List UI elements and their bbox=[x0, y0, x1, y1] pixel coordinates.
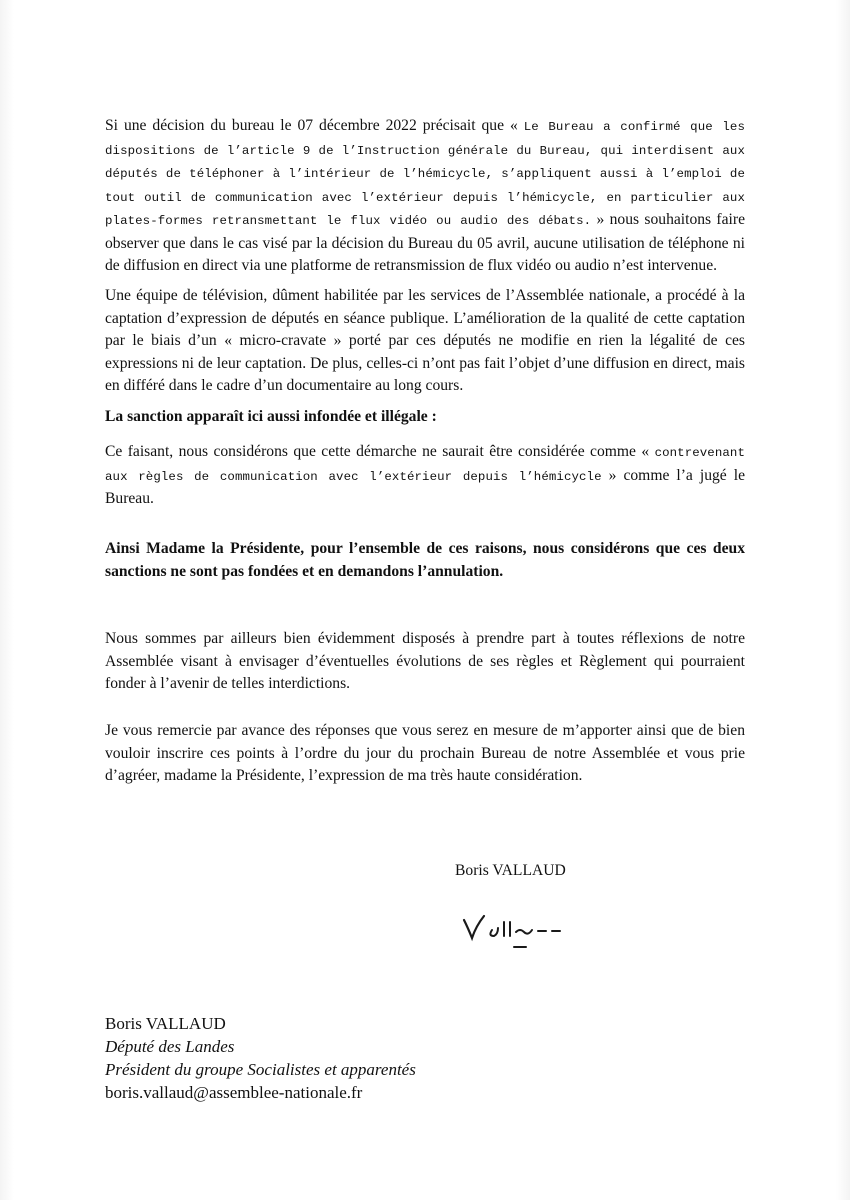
sender-role-president: Président du groupe Socialistes et apparentés bbox=[105, 1060, 416, 1079]
paragraph-tv-team: Une équipe de télévision, dûment habilitée par les services de l’Assemblée nationale, a procédé à la captation d’expression de députés en séance publique. L’amélioration de la qualité de cette captation par le biais d’un « micro-cravate » porté par ces députés ne modifie en rien la légalité de ces expressions ni de leur captation. De plus, celles-ci n’ont pas fait l’objet d’une diffusion en direct, mais en différé dans le cadre d’un documentaire au long cours. bbox=[105, 287, 745, 394]
sender-email[interactable]: boris.vallaud@assemblee-nationale.fr bbox=[105, 1083, 363, 1102]
p1-before: Si une décision du bureau le 07 décembre 2022 précisait que « bbox=[105, 117, 524, 134]
p4-before: Ce faisant, nous considérons que cette démarche ne saurait être considérée comme « bbox=[105, 443, 655, 460]
sender-name: Boris VALLAUD bbox=[105, 1014, 226, 1033]
sender-block bbox=[105, 1012, 416, 1104]
p1-quote: Le Bureau a confirmé que les dispositions de l’article 9 de l’Instruction générale du Bureau, qui interdisent aux députés de téléphoner à l’intérieur de l’hémicycle, s’appliquent aussi à l’emploi de tout outil de communication avec l’extérieur depuis l’hémicycle, en particulier aux plates-formes retransmettant le flux vidéo ou audio des débats. bbox=[105, 120, 745, 228]
sender-role-deputy: Député des Landes bbox=[105, 1037, 235, 1056]
paragraph-reflections: Nous sommes par ailleurs bien évidemment disposés à prendre part à toutes réflexions de notre Assemblée visant à envisager d’éventuelles évolutions de ses règles et Règlement qui pourraient fonder à l’avenir de telles interdictions. bbox=[105, 630, 745, 692]
paragraph-consideration bbox=[105, 441, 745, 511]
signature-name: Boris VALLAUD bbox=[455, 862, 566, 879]
paragraph-closing: Je vous remercie par avance des réponses que vous serez en mesure de m’apporter ainsi que de bien vouloir inscrire ces points à l’ordre du jour du prochain Bureau de notre Assemblée et vous prie d’agréer, madame la Présidente, l’expression de ma très haute considération. bbox=[105, 722, 745, 784]
paragraph-sanction-heading: La sanction apparaît ici aussi infondée et illégale : bbox=[105, 408, 437, 425]
handwritten-signature bbox=[458, 900, 578, 960]
paragraph-conclusion: Ainsi Madame la Présidente, pour l’ensemble de ces raisons, nous considérons que ces deux sanctions ne sont pas fondées et en demandons l’annulation. bbox=[105, 540, 745, 580]
p1-after: » nous souhaitons faire observer que dans le cas visé par la décision du Bureau du 05 avril, aucune utilisation de téléphone ni de diffusion en direct via une platforme de retransmission de flux vidéo ou audio n’est intervenue. bbox=[105, 211, 745, 274]
p4-after: » comme l’a jugé le Bureau. bbox=[105, 466, 745, 507]
paragraph-bureau-decision bbox=[105, 115, 745, 278]
p4-quote: contrevenant aux règles de communication avec l’extérieur depuis l’hémicycle bbox=[105, 446, 745, 484]
